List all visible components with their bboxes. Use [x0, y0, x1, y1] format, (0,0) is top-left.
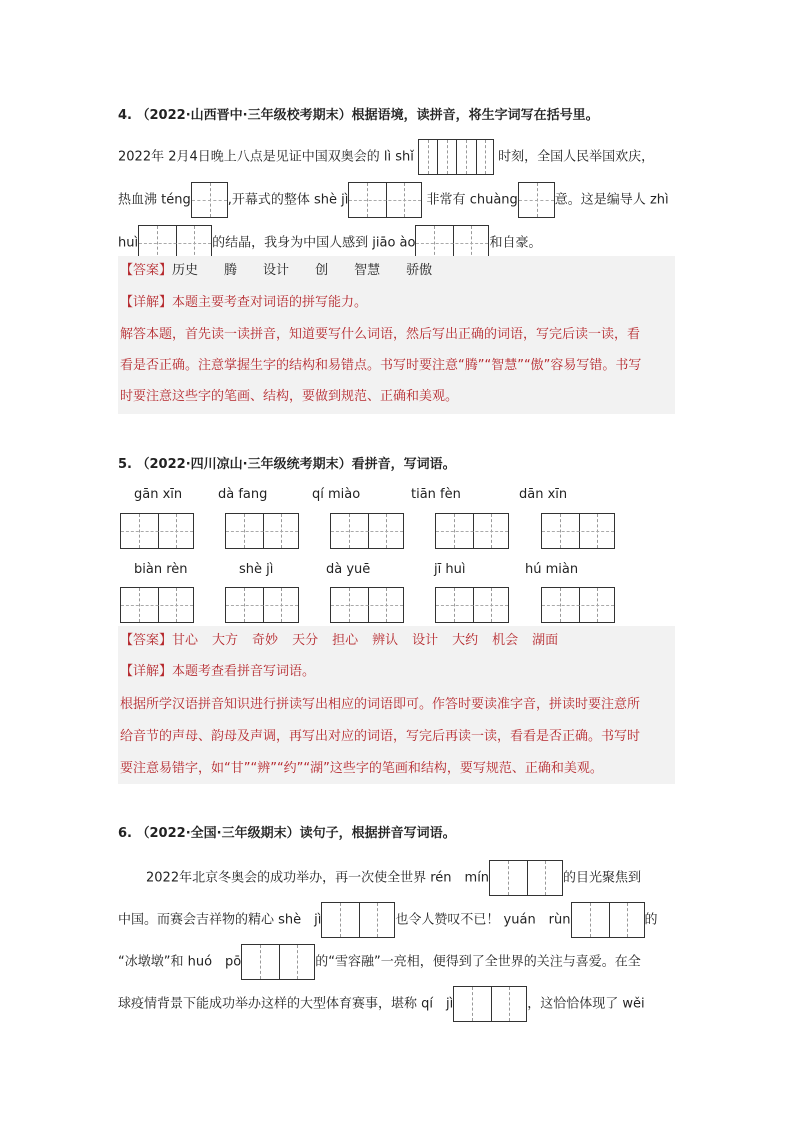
answer-item: 大方 — [212, 633, 239, 648]
q6-text: 的“雪容融”一亮相，便得到了全世界的关注与喜爱。在全 — [315, 954, 641, 970]
q4-text: 2022年 2月4日晚上八点是见证中国双奥会的 — [118, 149, 380, 165]
pinyin: tiān fèn — [411, 487, 461, 502]
answer-label: 【答案】 — [120, 633, 173, 648]
q6-text: ，这恰恰体现了 — [527, 996, 619, 1012]
q5-answer-row — [120, 630, 558, 652]
answer-item: 智慧 — [354, 263, 381, 278]
answer-box-2char[interactable] — [435, 513, 509, 549]
answer-box-2char[interactable] — [348, 182, 422, 218]
answer-box-4char[interactable] — [418, 139, 494, 175]
q5-detail-intro — [120, 661, 315, 683]
q6-source: （2022·全国·三年级期末） — [136, 826, 300, 841]
detail-line: 时要注意这些字的笔画、结构，要做到规范、正确和美观。 — [120, 389, 459, 404]
pinyin: gān xīn — [134, 487, 183, 502]
q5-answer-block — [118, 626, 675, 784]
answer-item: 骄傲 — [406, 263, 433, 278]
answer-box-2char[interactable] — [541, 513, 615, 549]
pinyin: dà fang — [218, 487, 268, 502]
q4-text: 的结晶，我身为中国人感到 — [212, 235, 369, 251]
pinyin: zhì — [649, 192, 669, 208]
q4-number: 4. — [118, 108, 132, 123]
answer-label: 【答案】 — [120, 263, 173, 278]
pinyin: huì — [118, 235, 139, 251]
q6-text: 2022年北京冬奥会的成功举办，再一次使全世界 — [146, 870, 427, 886]
q5-source: （2022·四川凉山·三年级统考期末） — [136, 457, 352, 472]
q6-line-3 — [118, 944, 641, 980]
answer-item: 担心 — [332, 633, 359, 648]
answer-box-1char[interactable] — [518, 182, 555, 218]
detail-line: 解答本题，首先读一读拼音，知道要写什么词语，然后写出正确的词语，写完后读一读，看 — [120, 327, 641, 342]
pinyin: qí miào — [312, 487, 361, 502]
answer-box-2char[interactable] — [571, 902, 645, 938]
q5-title — [118, 453, 456, 472]
q6-text: 的 — [644, 912, 658, 928]
pinyin: huó pō — [187, 954, 242, 970]
answer-box-2char[interactable] — [330, 587, 404, 623]
q6-text: 球疫情背景下能成功举办这样的大型体育赛事，堪称 — [118, 996, 418, 1012]
answer-item: 创 — [315, 263, 329, 278]
detail-line: 看是否正确。注意掌握生字的结构和易错点。书写时要注意“腾”“智慧”“傲”容易写错。书写 — [120, 358, 642, 373]
q4-answer-row — [120, 260, 458, 282]
q6-text: 中国。而赛会吉祥物的精心 — [118, 912, 275, 928]
detail-intro: 本题主要考查对词语的拼写能力。 — [172, 295, 368, 310]
answer-item: 腾 — [224, 263, 238, 278]
q4-source: （2022·山西晋中·三年级校考期末） — [136, 108, 352, 123]
q4-text: 时刻，全国人民举国欢庆， — [498, 149, 655, 165]
pinyin: wěi — [622, 996, 645, 1012]
q6-number: 6. — [118, 826, 132, 841]
answer-item: 设计 — [263, 263, 290, 278]
pinyin: rén mín — [430, 870, 490, 886]
answer-item: 甘心 — [172, 633, 199, 648]
pinyin: jī huì — [434, 562, 466, 577]
pinyin: dà yuē — [326, 562, 371, 577]
q4-instruction: 根据语境，读拼音，将生字词写在括号里。 — [351, 108, 599, 123]
answer-item: 天分 — [292, 633, 319, 648]
answer-box-2char[interactable] — [330, 513, 404, 549]
q6-text: “冰墩墩”和 — [118, 954, 184, 970]
pinyin: chuàng — [469, 192, 518, 208]
pinyin: yuán rùn — [503, 912, 571, 928]
answer-box-2char[interactable] — [225, 587, 299, 623]
answer-box-2char[interactable] — [321, 902, 395, 938]
detail-line: 给音节的声母、韵母及声调，再写出对应的词语，写完后再读一读，看看是否正确。书写时 — [120, 729, 641, 744]
q6-text: 也令人赞叹不已！ — [395, 912, 500, 928]
q4-text: 意。这是编导人 — [554, 192, 646, 208]
answer-box-2char[interactable] — [120, 513, 194, 549]
q4-answer-block — [118, 256, 675, 414]
answer-box-2char[interactable] — [225, 513, 299, 549]
answer-item: 历史 — [172, 263, 199, 278]
answer-box-2char[interactable] — [435, 587, 509, 623]
answer-box-2char[interactable] — [241, 944, 315, 980]
q4-text: 热血沸 — [118, 192, 158, 208]
answer-box-2char[interactable] — [489, 860, 563, 896]
detail-line: 根据所学汉语拼音知识进行拼读写出相应的词语即可。作答时要读准字音，拼读时要注意所 — [120, 697, 641, 712]
q6-instruction: 读句子，根据拼音写词语。 — [299, 826, 456, 841]
detail-line: 要注意易错字，如“甘”“辨”“约”“湖”这些字的笔画和结构，要写规范、正确和美观。 — [120, 761, 603, 776]
detail-label: 【详解】 — [120, 664, 173, 679]
pinyin: shè jì — [278, 912, 322, 928]
pinyin: qí jì — [421, 996, 454, 1012]
answer-item: 机会 — [492, 633, 519, 648]
answer-box-2char[interactable] — [120, 587, 194, 623]
q4-line-2 — [118, 182, 669, 218]
pinyin: lì shǐ — [383, 149, 414, 165]
answer-box-2char[interactable] — [541, 587, 615, 623]
q4-line-1 — [118, 139, 654, 175]
q4-title — [118, 104, 599, 123]
answer-item: 奇妙 — [252, 633, 279, 648]
detail-intro: 本题考查看拼音写词语。 — [172, 664, 316, 679]
q6-line-1 — [146, 860, 641, 896]
pinyin: dān xīn — [519, 487, 568, 502]
q4-text: ,开幕式的整体 — [227, 192, 310, 208]
q6-title — [118, 822, 456, 841]
pinyin: jiāo ào — [372, 235, 416, 251]
pinyin: biàn rèn — [134, 562, 188, 577]
q6-line-2 — [118, 902, 658, 938]
answer-item: 辨认 — [372, 633, 399, 648]
q5-row1-boxes — [120, 513, 615, 549]
answer-item: 湖面 — [532, 633, 559, 648]
q5-row2-boxes — [120, 587, 615, 623]
q4-text: 非常有 — [426, 192, 466, 208]
pinyin: shè jì — [239, 562, 274, 577]
pinyin: hú miàn — [525, 562, 579, 577]
q5-number: 5. — [118, 457, 132, 472]
answer-box-1char[interactable] — [191, 182, 228, 218]
pinyin: téng — [161, 192, 191, 208]
detail-label: 【详解】 — [120, 295, 173, 310]
q5-instruction: 看拼音，写词语。 — [351, 457, 456, 472]
answer-item: 大约 — [452, 633, 479, 648]
pinyin: shè jì — [314, 192, 349, 208]
q4-text: 和自豪。 — [489, 235, 542, 251]
answer-box-2char[interactable] — [453, 986, 527, 1022]
answer-item: 设计 — [412, 633, 439, 648]
q6-text: 的目光聚焦到 — [563, 870, 642, 886]
q6-line-4 — [118, 986, 645, 1022]
q4-detail-intro — [120, 292, 367, 314]
